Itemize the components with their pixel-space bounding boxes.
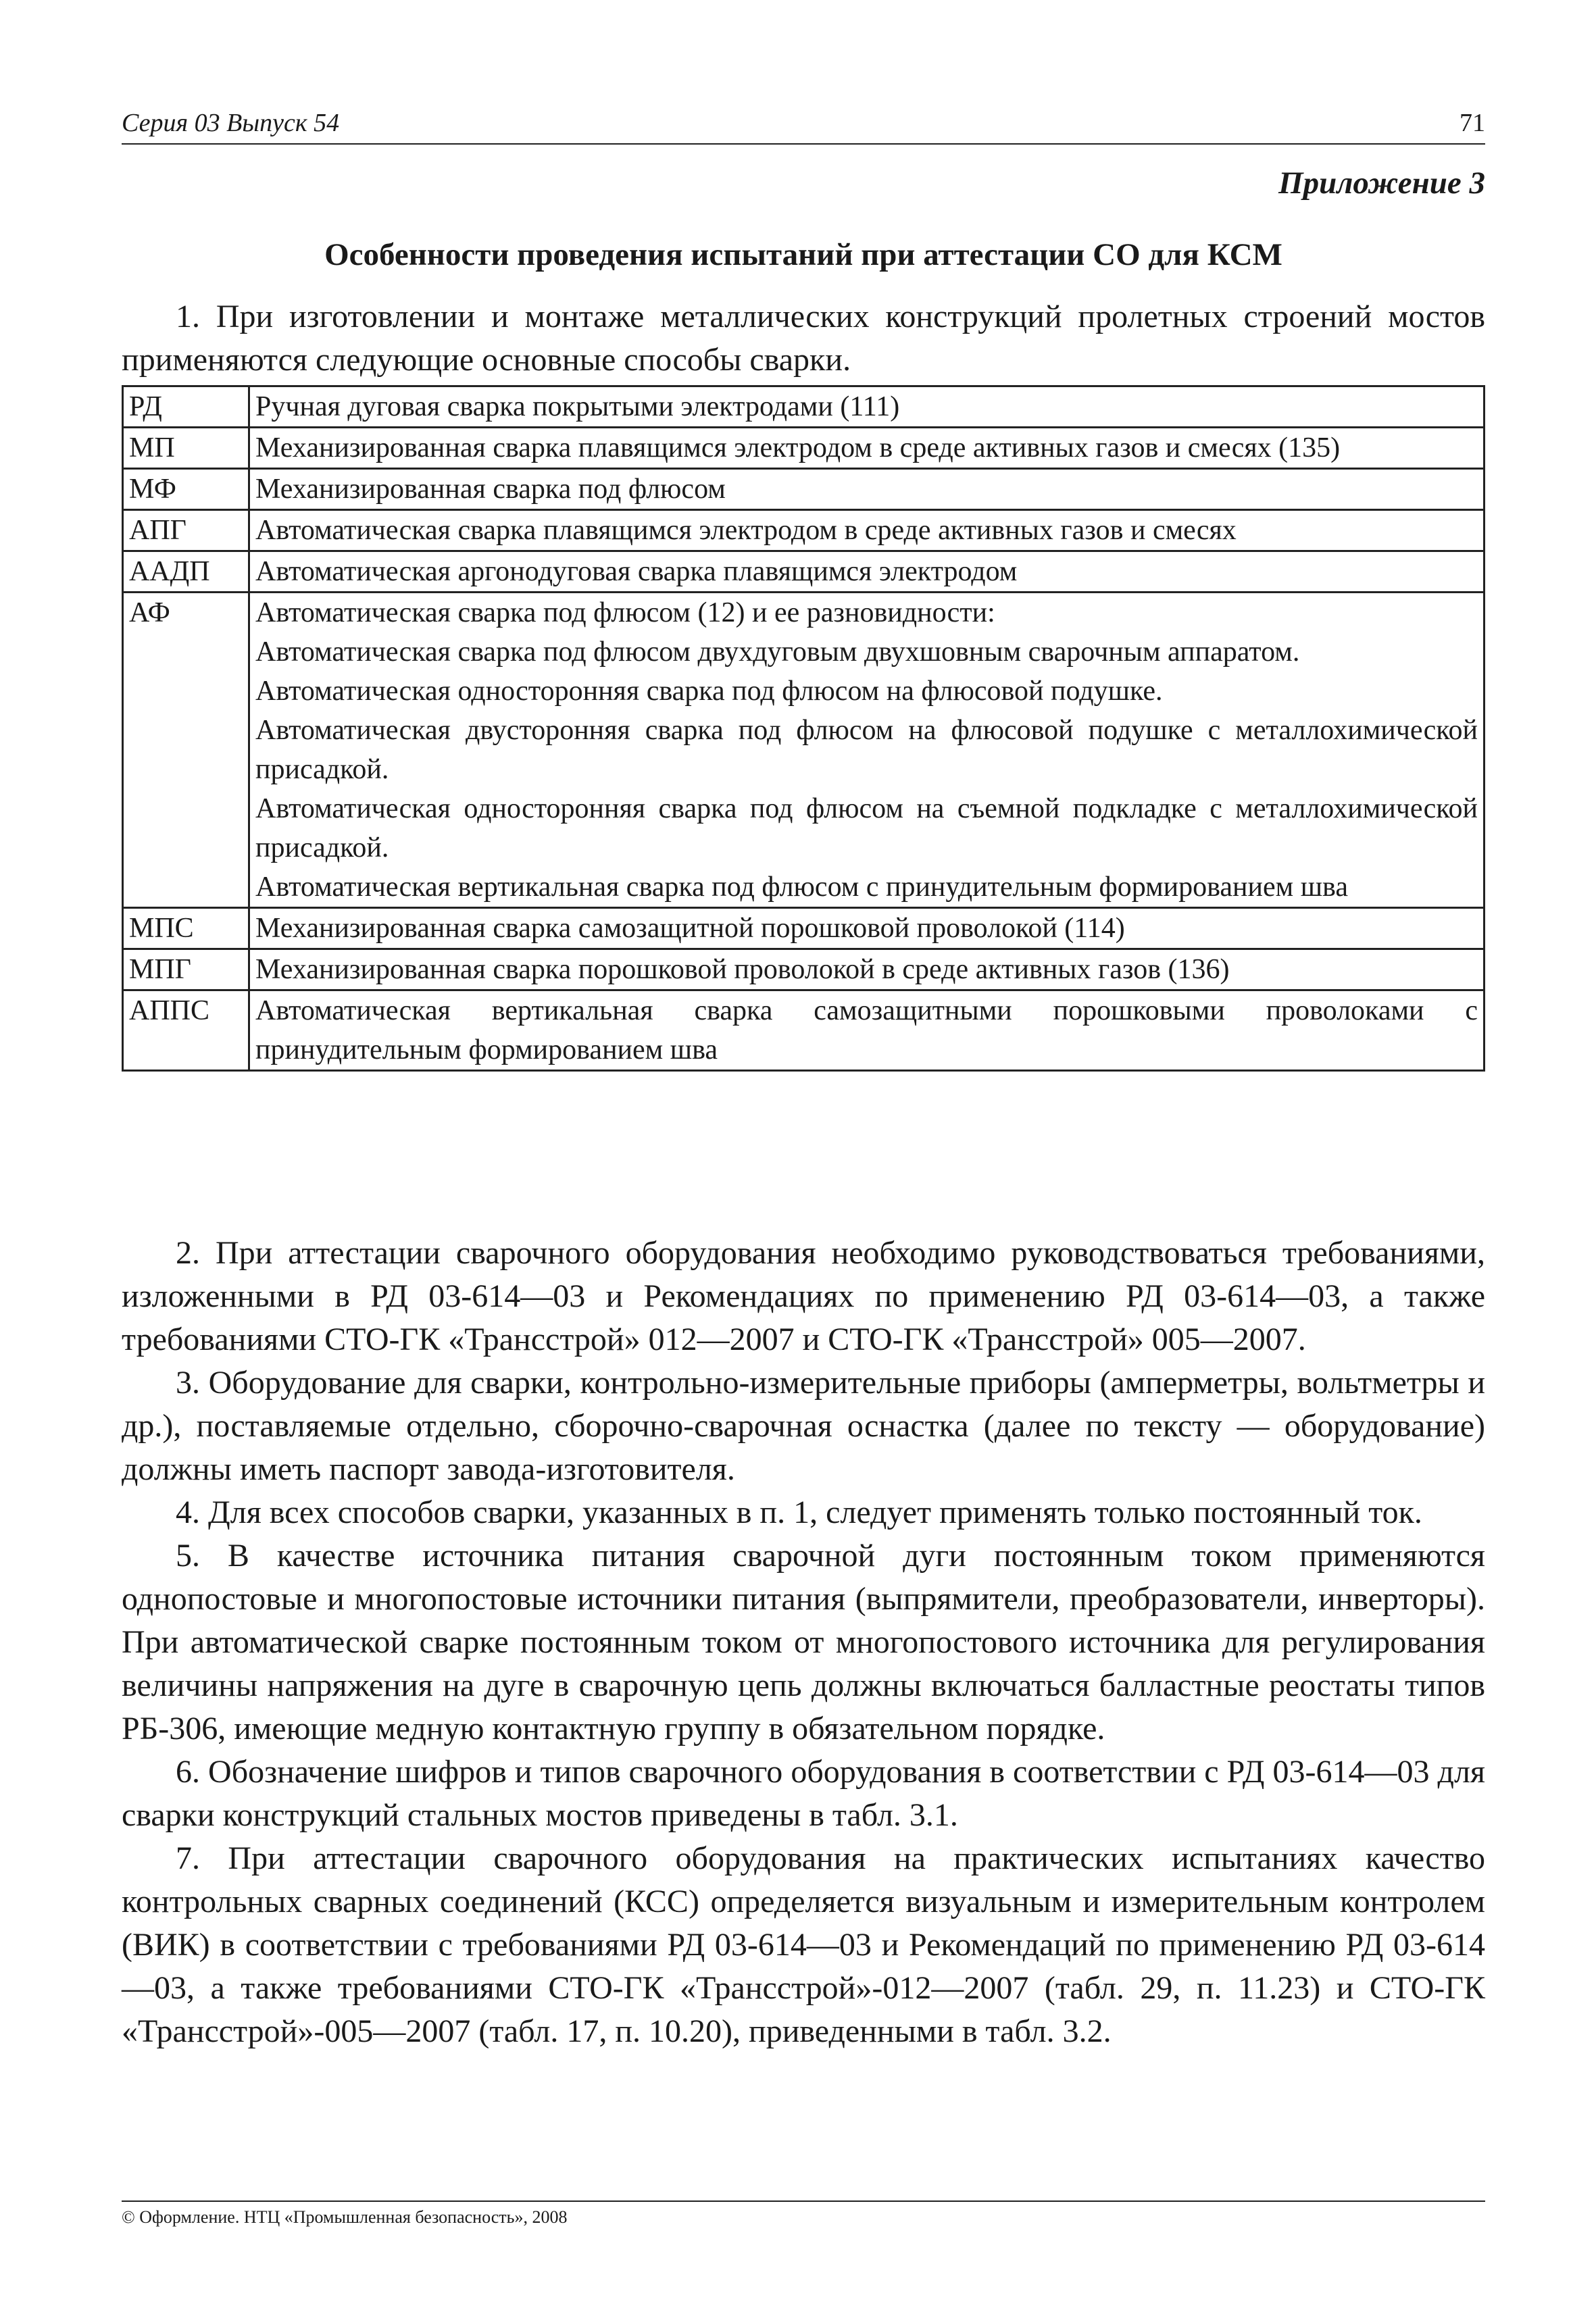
table-row — [123, 551, 1485, 593]
method-description-line: Механизированная сварка под флюсом — [255, 474, 726, 505]
method-code: МПС — [123, 908, 249, 949]
page-title: Особенности проведения испытаний при аттестации СО для КСМ — [324, 237, 1282, 272]
page-number: 71 — [1460, 109, 1485, 137]
method-description — [249, 386, 1485, 428]
method-code: МП — [123, 428, 249, 469]
method-code: МПГ — [123, 949, 249, 990]
method-description-line: Механизированная сварка самозащитной порошковой проволокой (114) — [255, 913, 1125, 944]
running-header — [122, 108, 1485, 145]
method-code: ААДП — [123, 551, 249, 593]
welding-methods-table — [122, 385, 1485, 1072]
body-paragraph: 4. Для всех способов сварки, указанных в п. 1, следует применять только постоянный ток. — [176, 1494, 1422, 1530]
method-code: МФ — [123, 469, 249, 510]
method-description — [249, 551, 1485, 593]
table-row — [123, 428, 1485, 469]
table-row — [123, 469, 1485, 510]
body-text — [122, 1232, 1485, 2053]
body-paragraph: 6. Обозначение шифров и типов сварочного оборудования в соответствии с РД 03-614—03 для сварки конструкций стальных мостов приведены в табл. 3.1. — [122, 1754, 1485, 1833]
body-paragraph: 5. В качестве источника питания сварочной дуги постоянным током применяются однопостовые и многопостовые источники питания (выпрямители, преобразователи, инверторы). При автоматической сварке постоянным током от многопостового источника для регулирования величины напряжения на дуге в сварочную цепь должны включаться балластные реостаты типов РБ-306, имеющие медную контактную группу в обязательном порядке. — [122, 1538, 1485, 1746]
welding-methods-table-body — [123, 386, 1485, 1071]
method-description — [249, 908, 1485, 949]
series-label: Серия 03 Выпуск 54 — [122, 109, 340, 137]
method-description — [249, 469, 1485, 510]
method-code: АПГ — [123, 510, 249, 551]
method-description-line: Механизированная сварка плавящимся электродом в среде активных газов и смесях (135) — [255, 432, 1341, 463]
table-row — [123, 510, 1485, 551]
method-description — [249, 949, 1485, 990]
method-description-line: Автоматическая односторонняя сварка под флюсом на флюсовой подушке. — [255, 676, 1163, 707]
body-paragraph: 7. При аттестации сварочного оборудования на практических испытаниях качество контрольных сварных соединений (КСС) определяется визуальным и измерительным контролем (ВИК) в соответствии с требованиями РД 03-614—03 и Рекомендаций по применению РД 03-614—03, а также требованиями СТО-ГК «Трансстрой»-012—2007 (табл. 29, п. 11.23) и СТО-ГК «Трансстрой»-005—2007 (табл. 17, п. 10.20), приведенными в табл. 3.2. — [122, 1840, 1485, 2049]
method-description-line: Автоматическая вертикальная сварка самозащитными порошковыми проволоками с принудительным формированием шва — [255, 995, 1478, 1065]
method-description — [249, 593, 1485, 908]
method-description-line: Автоматическая односторонняя сварка под флюсом на съемной подкладке с металлохимической присадкой. — [255, 793, 1478, 863]
body-paragraph: 3. Оборудование для сварки, контрольно-измерительные приборы (амперметры, вольтметры и др.), поставляемые отдельно, сборочно-сварочная оснастка (далее по тексту — оборудование) должны иметь паспорт завода-изготовителя. — [122, 1365, 1485, 1487]
body-paragraph: 2. При аттестации сварочного оборудования необходимо руководствоваться требованиями, изложенными в РД 03-614—03 и Рекомендациях по применению РД 03-614—03, а также требованиями СТО-ГК «Трансстрой» 012—2007 и СТО-ГК «Трансстрой» 005—2007. — [122, 1235, 1485, 1357]
intro-paragraph: 1. При изготовлении и монтаже металлических конструкций пролетных строений мостов применяются следующие основные способы сварки. — [122, 299, 1485, 378]
method-description-line: Автоматическая сварка под флюсом двухдуговым двухшовным сварочным аппаратом. — [255, 636, 1300, 668]
table-row — [123, 990, 1485, 1071]
table-row — [123, 949, 1485, 990]
method-description — [249, 990, 1485, 1071]
method-description-line: Автоматическая вертикальная сварка под флюсом с принудительным формированием шва — [255, 872, 1348, 903]
method-code: АППС — [123, 990, 249, 1071]
method-description — [249, 510, 1485, 551]
footer-copyright: © Оформление. НТЦ «Промышленная безопасность», 2008 — [122, 2200, 1485, 2228]
table-row — [123, 593, 1485, 908]
method-description-line: Механизированная сварка порошковой проволокой в среде активных газов (136) — [255, 954, 1230, 985]
method-code: АФ — [123, 593, 249, 908]
method-description-line: Автоматическая двусторонняя сварка под флюсом на флюсовой подушке с металлохимической присадкой. — [255, 715, 1478, 785]
method-description — [249, 428, 1485, 469]
method-description-line: Автоматическая аргонодуговая сварка плавящимся электродом — [255, 556, 1018, 587]
table-row — [123, 386, 1485, 428]
method-description-line: Автоматическая сварка плавящимся электродом в среде активных газов и смесях — [255, 515, 1237, 546]
appendix-label: Приложение 3 — [1278, 166, 1485, 201]
method-code: РД — [123, 386, 249, 428]
table-row — [123, 908, 1485, 949]
method-description-line: Ручная дуговая сварка покрытыми электродами (111) — [255, 391, 900, 422]
method-description-line: Автоматическая сварка под флюсом (12) и ее разновидности: — [255, 597, 995, 628]
